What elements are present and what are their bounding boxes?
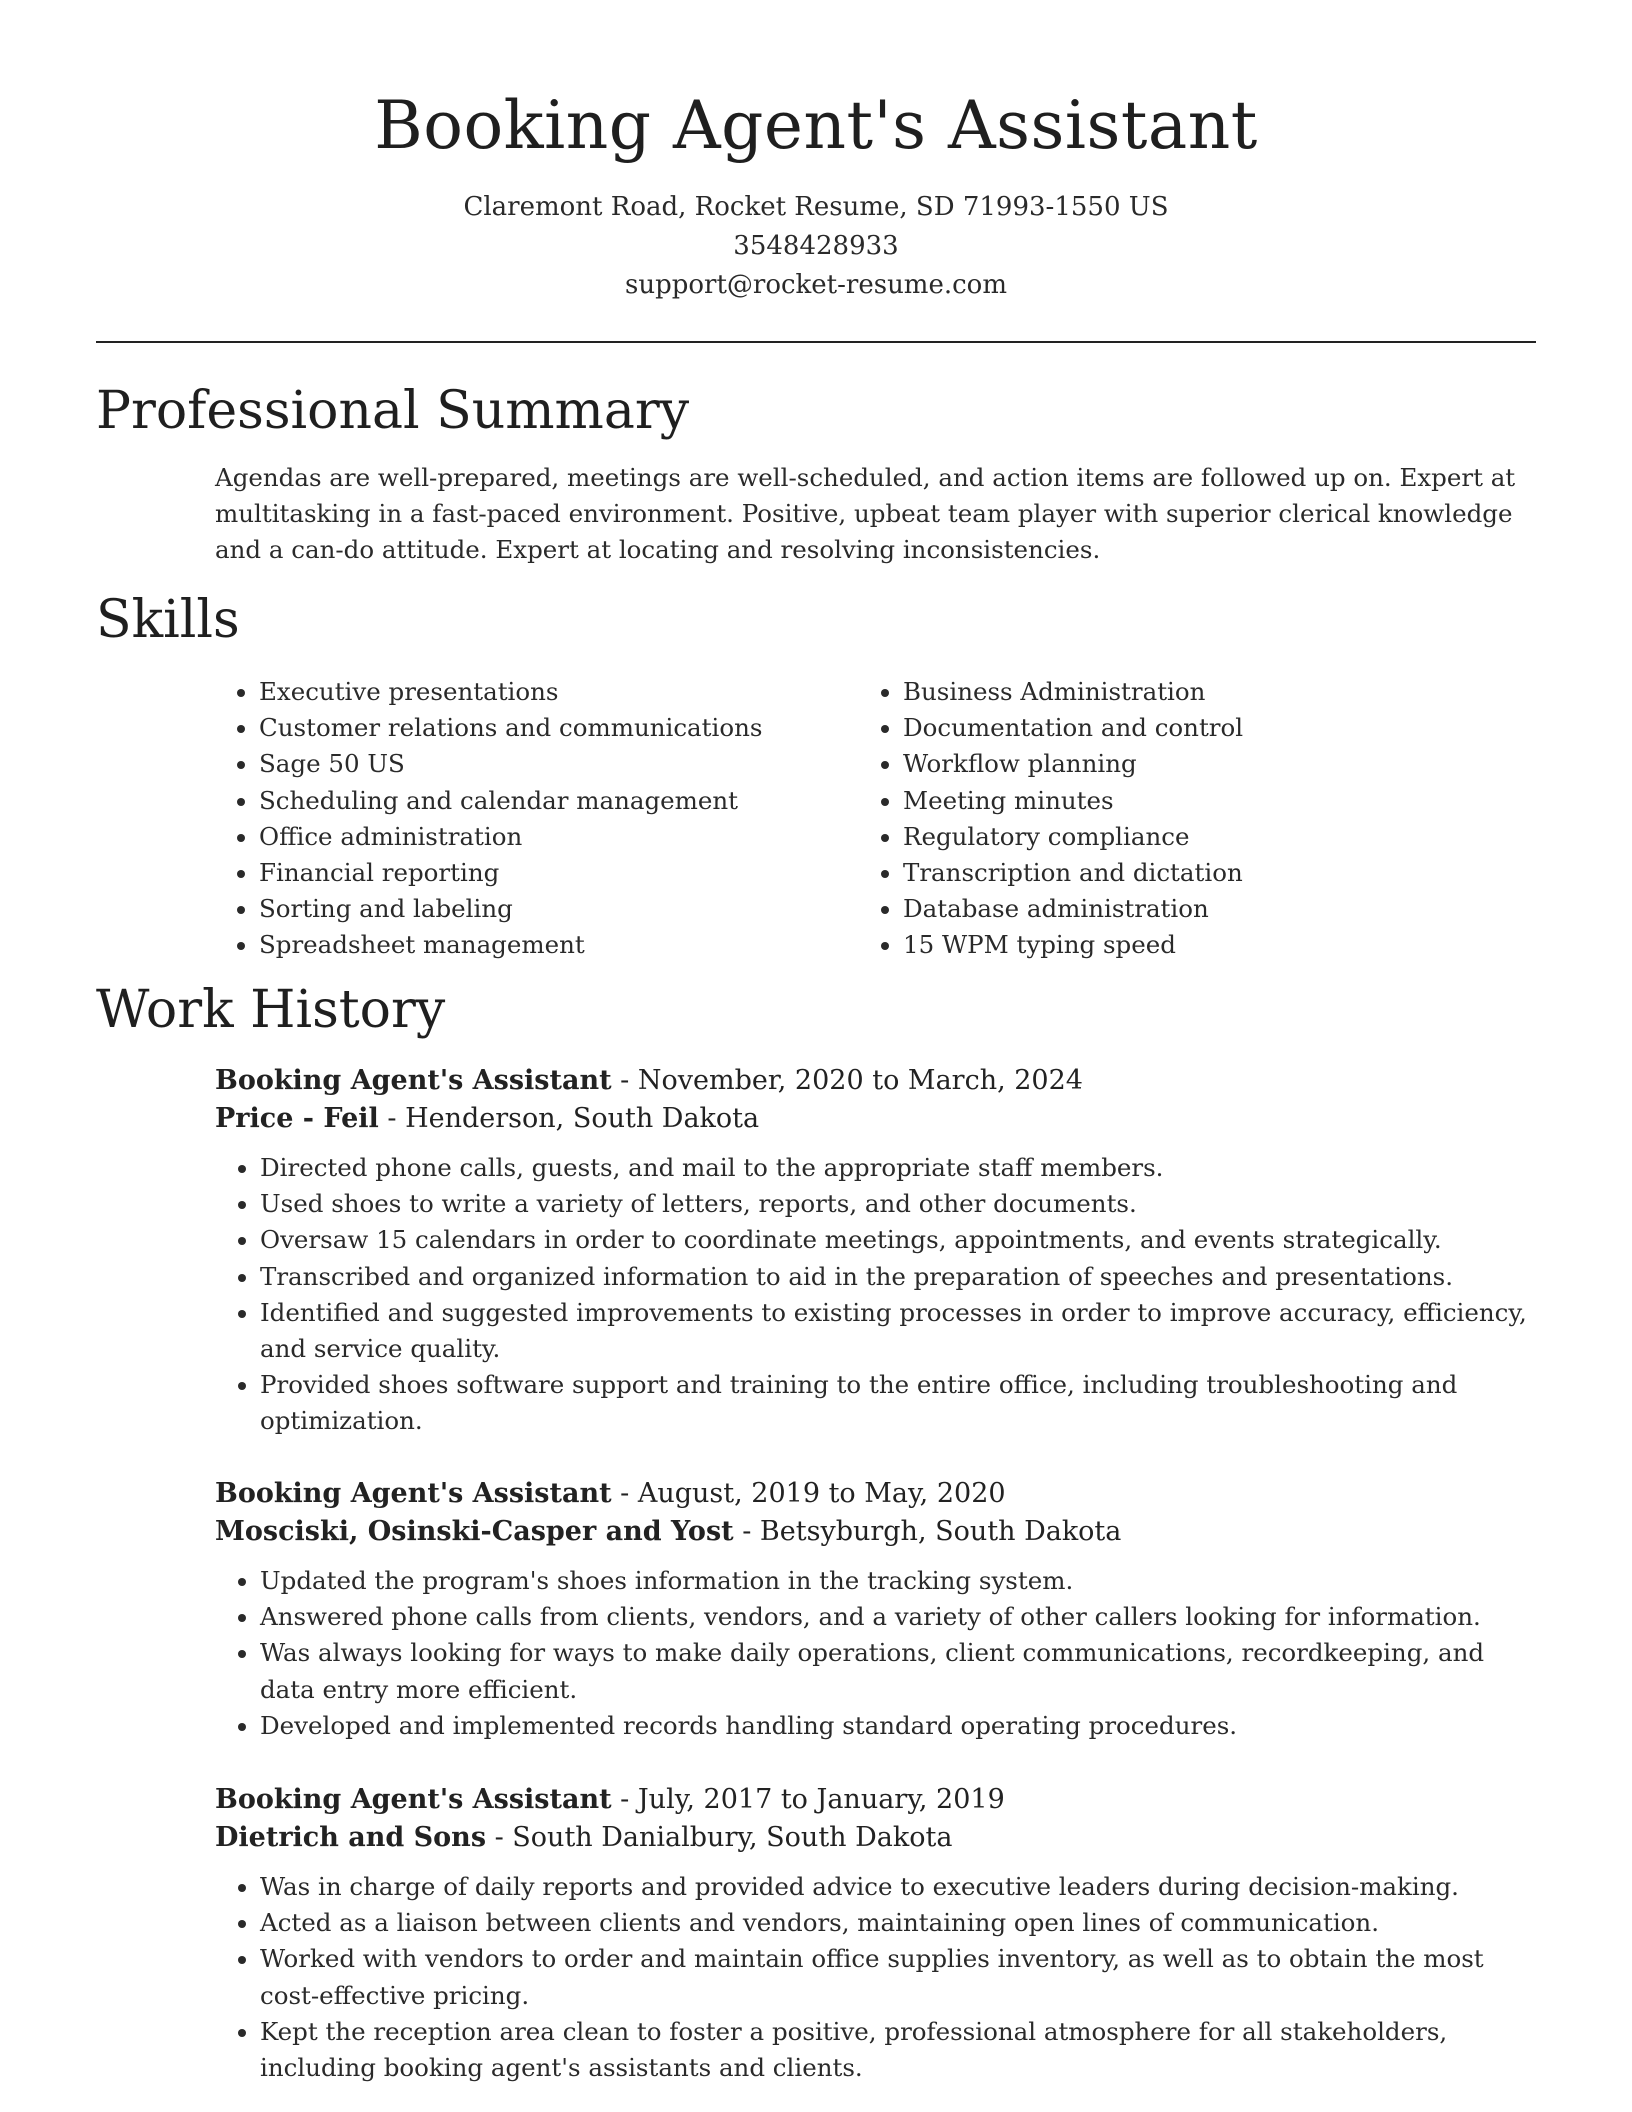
job-dates: - August, 2019 to May, 2020 [611,1478,1006,1509]
summary-heading: Professional Summary [96,381,690,441]
job-duty: • Worked with vendors to order and maintain office supplies inventory, as well as to obtain the most cost-effective pricing. [260,1941,1535,2013]
job-duty: • Identified and suggested improvements to existing processes in order to improve accuracy, efficiency, and service quality. [260,1295,1535,1367]
skills-list-left [214,674,762,964]
job-entry [215,1781,1535,2086]
job-title: Booking Agent's Assistant [215,1478,612,1509]
job-duty: • Kept the reception area clean to foster a positive, professional atmosphere for all stakeholders, including booking agent's assistants and clients. [260,2014,1535,2086]
resume-header [0,0,1632,305]
job-duty: • Was always looking for ways to make daily operations, client communications, recordkeeping, and data entry more efficient. [260,1635,1535,1707]
job-title: Booking Agent's Assistant [215,1065,612,1096]
job-duty: • Acted as a liaison between clients and vendors, maintaining open lines of communication. [260,1905,1535,1941]
skill-item: • Spreadsheet management [259,927,762,963]
job-location: - Henderson, South Dakota [378,1103,760,1134]
job-entry [215,1475,1535,1744]
contact-info [0,188,1632,305]
skill-item: • Business Administration [903,674,1243,710]
job-dates: - July, 2017 to January, 2019 [611,1784,1005,1815]
job-dates: - November, 2020 to March, 2024 [611,1065,1083,1096]
job-duty: • Developed and implemented records handling standard operating procedures. [260,1708,1535,1744]
candidate-name: Booking Agent's Assistant [374,87,1258,164]
header-divider [96,341,1536,343]
job-duty: • Answered phone calls from clients, vendors, and a variety of other callers looking for information. [260,1599,1535,1635]
skill-item: • Meeting minutes [903,783,1243,819]
summary-text: Agendas are well-prepared, meetings are well-scheduled, and action items are followed up on. Expert at multitasking in a fast-paced environment. Positive, upbeat team player with superior clerical knowledge and a can-do attitude. Expert at locating and resolving inconsistencies. [215,463,1516,564]
skill-item: • Sage 50 US [259,746,762,782]
job-company-line [215,1100,1535,1138]
job-company: Price - Feil [215,1103,379,1134]
job-title: Booking Agent's Assistant [215,1784,612,1815]
job-duties-list [215,1150,1535,1440]
skill-item: • Regulatory compliance [903,819,1243,855]
job-duty: • Oversaw 15 calendars in order to coordinate meetings, appointments, and events strategically. [260,1222,1535,1258]
work-history-heading: Work History [96,980,446,1040]
job-company: Dietrich and Sons [215,1822,487,1853]
job-company-line [215,1819,1535,1857]
contact-email: support@rocket-resume.com [624,270,1007,300]
job-duties-list [215,1563,1535,1744]
skill-item: • 15 WPM typing speed [903,927,1243,963]
skill-item: • Workflow planning [903,746,1243,782]
job-duties-list [215,1869,1535,2086]
job-duty: • Was in charge of daily reports and provided advice to executive leaders during decision-making. [260,1869,1535,1905]
skill-item: • Sorting and labeling [259,891,762,927]
job-location: - Betsyburgh, South Dakota [733,1516,1122,1547]
skill-item: • Executive presentations [259,674,762,710]
job-duty: • Provided shoes software support and training to the entire office, including troubleshooting and optimization. [260,1367,1535,1439]
skill-item: • Office administration [259,819,762,855]
skills-heading: Skills [96,590,240,650]
job-duty: • Transcribed and organized information to aid in the preparation of speeches and presentations. [260,1259,1535,1295]
skills-list-right [858,674,1243,964]
skill-item: • Customer relations and communications [259,710,762,746]
job-duty: • Updated the program's shoes information in the tracking system. [260,1563,1535,1599]
job-entry [215,1062,1535,1440]
job-title-line [215,1062,1535,1100]
skill-item: • Financial reporting [259,855,762,891]
skill-item: • Scheduling and calendar management [259,783,762,819]
job-title-line [215,1781,1535,1819]
job-duty: • Used shoes to write a variety of letters, reports, and other documents. [260,1186,1535,1222]
contact-address: Claremont Road, Rocket Resume, SD 71993-1550 US [463,192,1169,222]
skill-item: • Transcription and dictation [903,855,1243,891]
job-location: - South Danialbury, South Dakota [486,1822,953,1853]
job-duty: • Directed phone calls, guests, and mail to the appropriate staff members. [260,1150,1535,1186]
skill-item: • Documentation and control [903,710,1243,746]
job-title-line [215,1475,1535,1513]
job-company-line [215,1513,1535,1551]
skill-item: • Database administration [903,891,1243,927]
job-company: Mosciski, Osinski-Casper and Yost [215,1516,734,1547]
contact-phone: 3548428933 [733,231,899,261]
